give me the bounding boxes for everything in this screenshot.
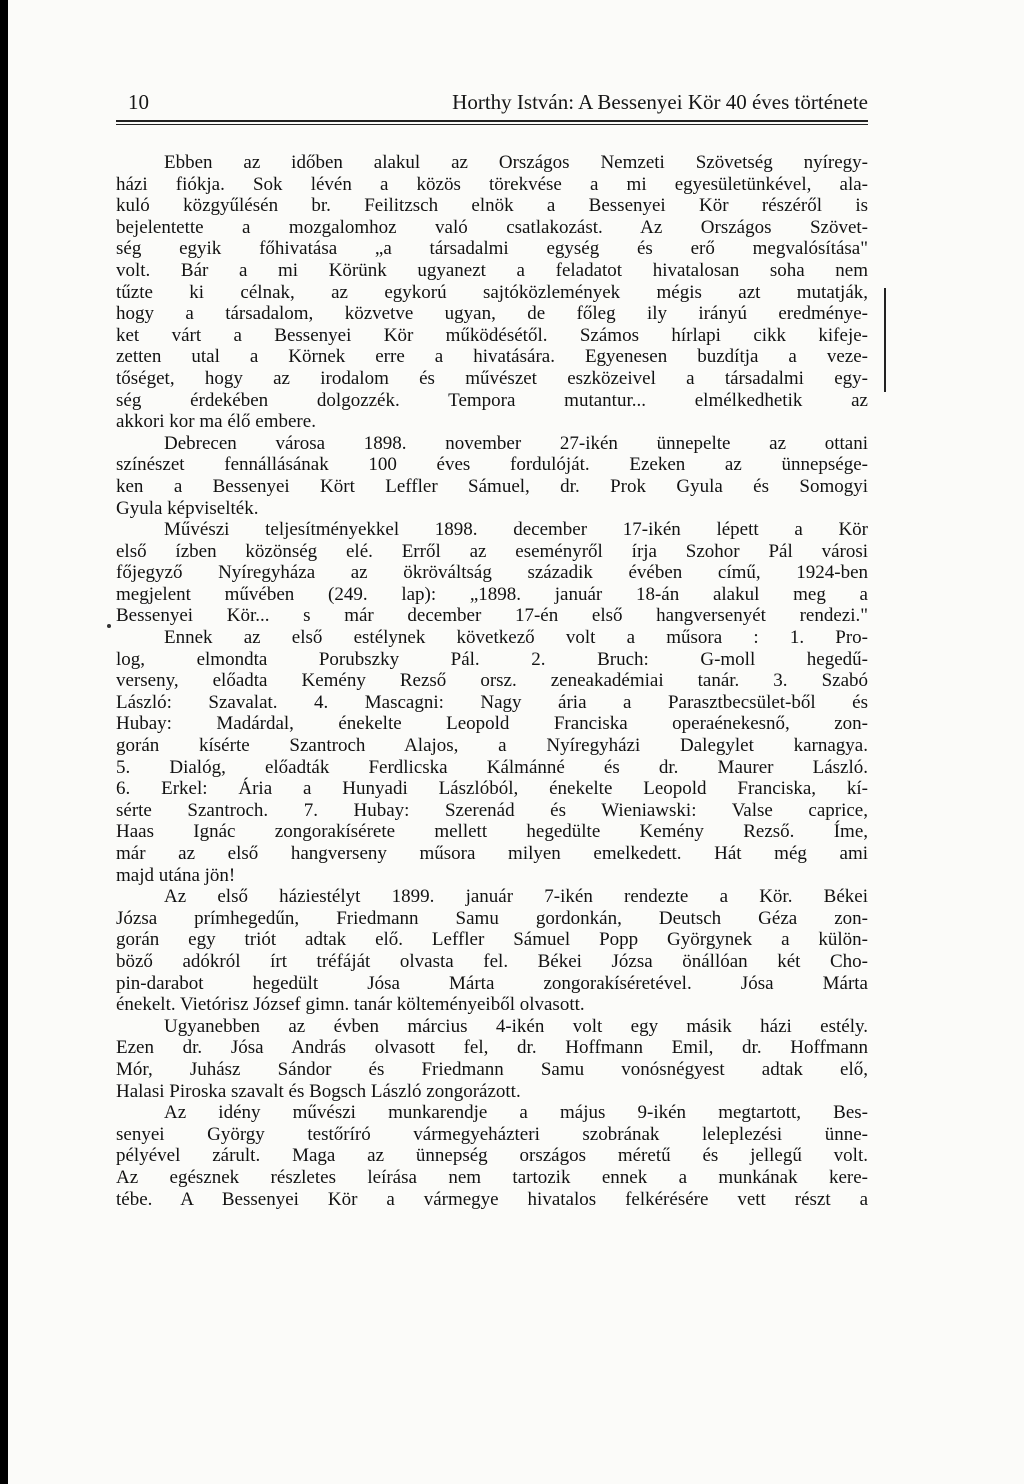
text-line: zetten utal a Körnek erre a hivatására. Egyenesen buzdítja a veze- xyxy=(116,346,868,368)
text-line: Józsa prímhegedűn, Friedmann Samu gordonkán, Deutsch Géza zon- xyxy=(116,907,868,929)
text-line: akkori kor ma élő embere. xyxy=(116,411,316,433)
text-line: 6. Erkel: Ária a Hunyadi Lászlóból, énekelte Leopold Franciska, kí- xyxy=(116,778,868,800)
text-line: 5. Dialóg, előadták Ferdlicska Kálmánné és dr. Maurer László. xyxy=(116,756,868,778)
text-line: Az idény művészi munkarendje a május 9-ikén megtartott, Bes- xyxy=(164,1102,868,1124)
text-line: senyei György testőríró vármegyeházteri szobrának leleplezési ünne- xyxy=(116,1123,868,1145)
text-line: színészet fennállásának 100 éves fordulóját. Ezeken az ünnepsége- xyxy=(116,454,868,476)
text-line: Ezen dr. Jósa András olvasott fel, dr. Hoffmann Emil, dr. Hoffmann xyxy=(116,1037,868,1059)
text-line: főjegyző Nyíregyháza az ökröváltság századik évében című, 1924-ben xyxy=(116,562,868,584)
margin-dot xyxy=(107,624,111,628)
text-line: megjelent művében (249. lap): „1898. január 18-án alakul meg a xyxy=(116,583,868,605)
body-text xyxy=(116,152,868,1210)
text-line: Debrecen városa 1898. november 27-ikén ünnepelte az ottani xyxy=(164,432,868,454)
text-line: gorán kísérte Szantroch Alajos, a Nyíregyházi Dalegylet karnagya. xyxy=(116,735,868,757)
text-line: pin-darabot hegedült Jósa Márta zongorakíséretével. Jósa Márta xyxy=(116,972,868,994)
text-line: kuló közgyűlésén br. Feilitzsch elnök a Bessenyei Kör részéről is xyxy=(116,195,868,217)
text-line: házi fiókja. Sok lévén a közös törekvése a mi egyesületünkével, ala- xyxy=(116,173,868,195)
text-line: gorán egy triót adtak elő. Leffler Sámuel Popp Györgynek a külön- xyxy=(116,929,868,951)
text-line: sérte Szantroch. 7. Hubay: Szerenád és Wieniawski: Valse caprice, xyxy=(116,799,868,821)
text-line: már az első hangverseny műsora milyen emelkedett. Hát még ami xyxy=(116,843,868,864)
text-line: ken a Bessenyei Kört Leffler Sámuel, dr. Prok Gyula és Somogyi xyxy=(116,475,868,497)
text-line: Hubay: Madárdal, énekelte Leopold Franciska operaénekesnő, zon- xyxy=(116,713,868,735)
text-line: verseny, előadta Kemény Rezső orsz. zeneakadémiai tanár. 3. Szabó xyxy=(116,670,868,692)
text-line: énekelt. Vietórisz József gimn. tanár költeményeiből olvasott. xyxy=(116,994,585,1016)
text-line: Az első háziestélyt 1899. január 7-ikén rendezte a Kör. Békei xyxy=(164,886,868,908)
text-line: Mór, Juhász Sándor és Friedmann Samu vonósnégyest adtak elő, xyxy=(116,1058,868,1080)
text-line: pélyével zárult. Maga az ünnepség országos méretű és jellegű volt. xyxy=(116,1145,868,1167)
text-line: Halasi Piroska szavalt és Bogsch László zongorázott. xyxy=(116,1080,521,1102)
text-line: bejelentette a mozgalomhoz való csatlakozást. Az Országos Szövet- xyxy=(116,216,868,238)
text-line: majd utána jön! xyxy=(116,864,236,886)
text-line: Művészi teljesítményekkel 1898. december 17-ikén lépett a Kör xyxy=(164,519,868,541)
text-line: volt. Bár a mi Körünk ugyanezt a feladatot hivatalosan soha nem xyxy=(116,259,868,281)
text-line: ket várt a Bessenyei Kör működésétől. Számos hírlapi cikk kifeje- xyxy=(116,324,868,346)
header-rule-thin xyxy=(116,124,868,125)
page-number: 10 xyxy=(128,90,149,114)
header-rule xyxy=(116,120,868,122)
text-line: Bessenyei Kör... s már december 17-én első hangversenyét rendezi." xyxy=(116,605,868,627)
running-title: Horthy István: A Bessenyei Kör 40 éves története xyxy=(452,90,868,114)
text-line: első ízben közönség elé. Erről az eseményről írja Szohor Pál városi xyxy=(116,540,868,562)
text-line: Gyula képviselték. xyxy=(116,497,259,519)
text-line: böző adókról írt tréfáját olvasta fel. Békei Józsa önállóan két Cho- xyxy=(116,950,868,972)
text-line: László: Szavalat. 4. Mascagni: Nagy ária a Parasztbecsület-ből és xyxy=(116,691,868,713)
text-line: Ugyanebben az évben március 4-ikén volt egy másik házi estély. xyxy=(164,1015,868,1037)
text-line: Az egésznek részletes leírása nem tartozik ennek a munkának kere- xyxy=(116,1166,868,1188)
margin-mark xyxy=(884,288,886,392)
text-line: Haas Ignác zongorakísérete mellett hegedülte Kemény Rezső. Íme, xyxy=(116,821,868,843)
text-line: tébe. A Bessenyei Kör a vármegye hivatalos felkérésére vett részt a xyxy=(116,1188,868,1210)
text-line: log, elmondta Porubszky Pál. 2. Bruch: G-moll hegedű- xyxy=(116,648,868,670)
text-line: Ennek az első estélynek következő volt a műsora : 1. Pro- xyxy=(164,627,868,649)
text-line: Ebben az időben alakul az Országos Nemzeti Szövetség nyíregy- xyxy=(164,152,868,173)
text-line: tűzte ki célnak, az egykorú sajtóközlemények mégis azt mutatják, xyxy=(116,281,868,303)
text-line: ség érdekében dolgozzék. Tempora mutantur... elmélkedhetik az xyxy=(116,389,868,411)
text-line: ség egyik főhivatása „a társadalmi egység és erő megvalósítása" xyxy=(116,238,868,260)
text-line: tőséget, hogy az irodalom és művészet eszközeivel a társadalmi egy- xyxy=(116,367,868,389)
text-line: hogy a társadalom, közvetve ugyan, de főleg ily irányú eredménye- xyxy=(116,303,868,325)
